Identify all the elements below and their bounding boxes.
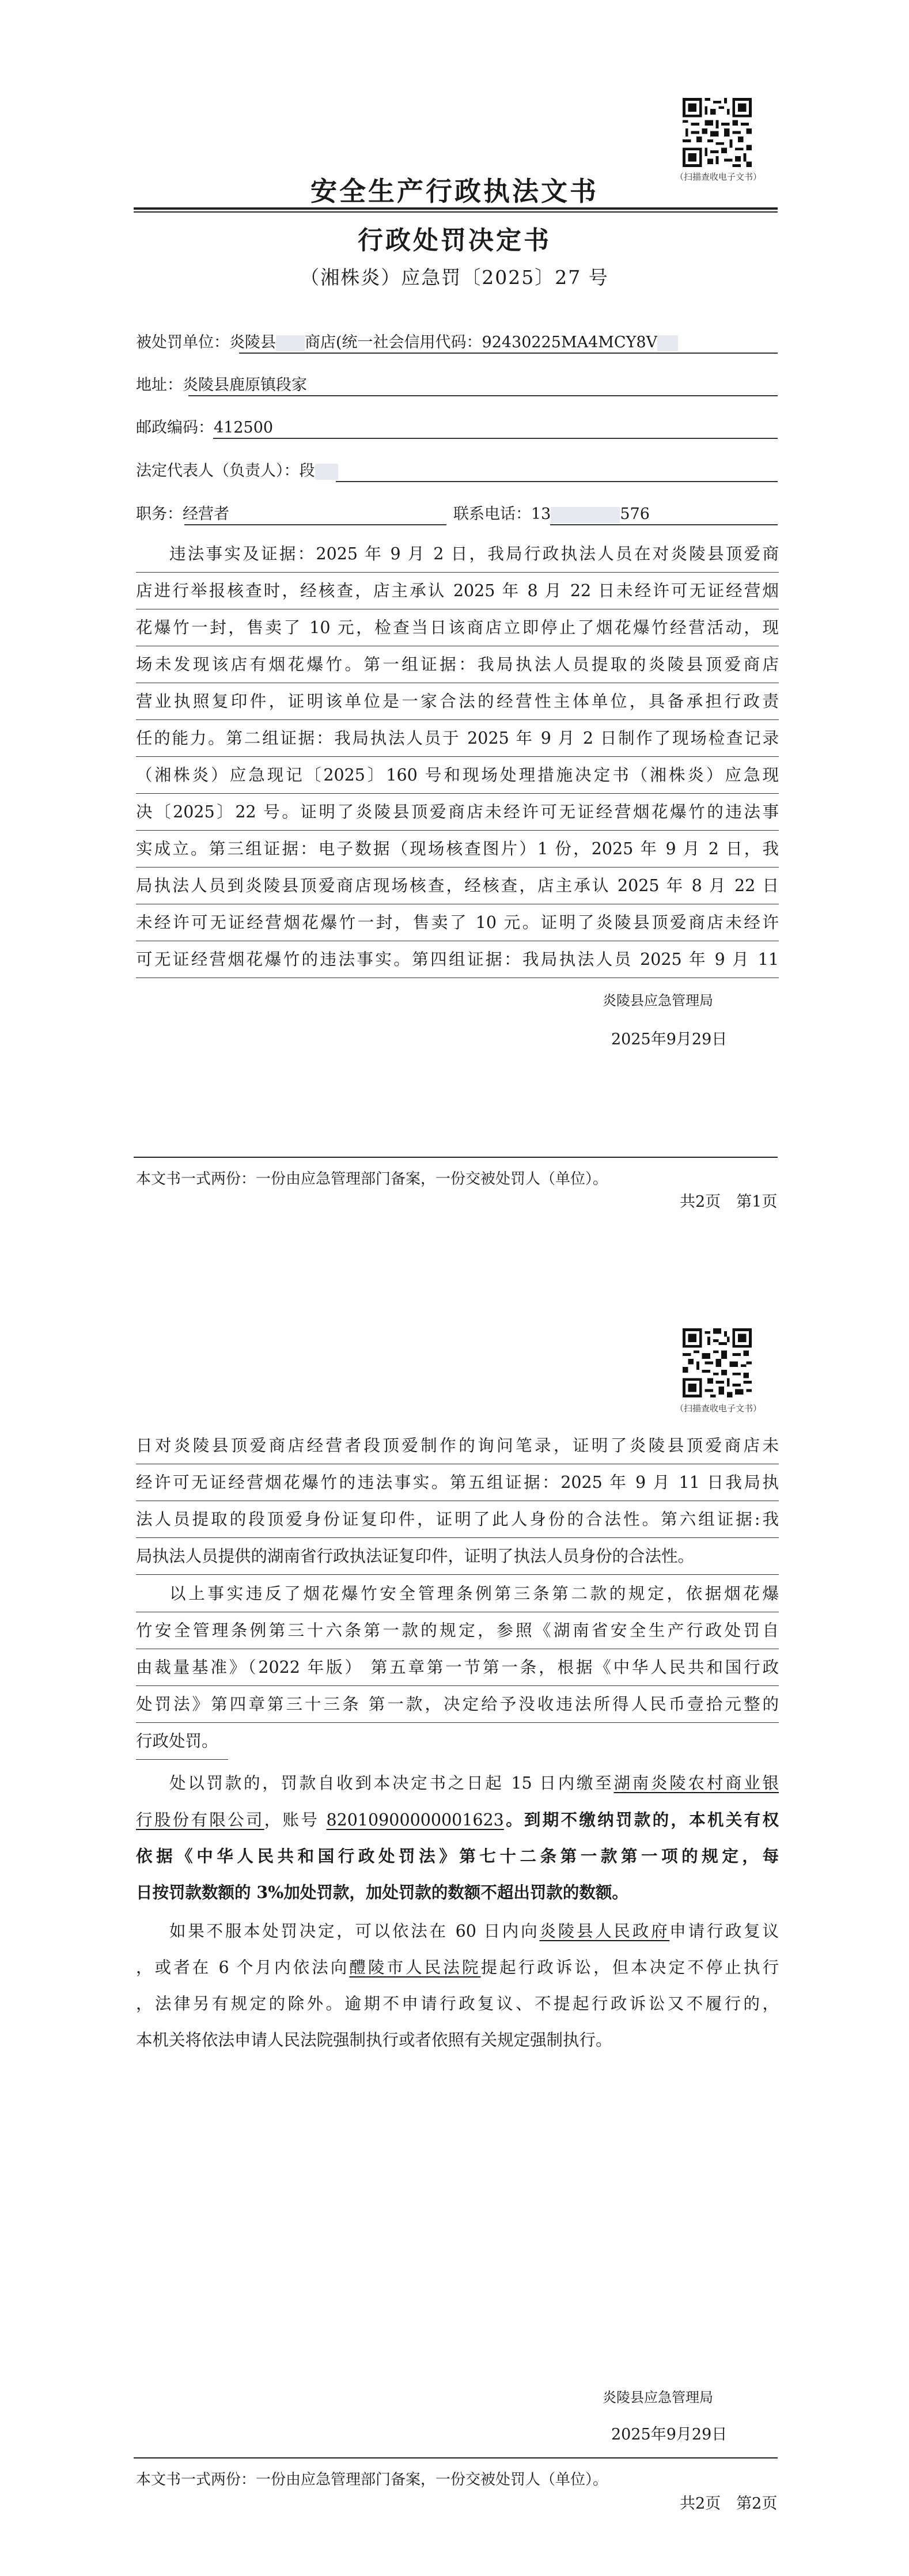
postcode-label: 邮政编码：: [136, 419, 214, 437]
appeal-line-2: [136, 1949, 779, 1986]
address-label: 地址：: [136, 376, 183, 394]
address-value: 炎陵县鹿原镇段家: [183, 376, 307, 394]
postcode-value: 412500: [214, 419, 274, 437]
issuer-name: 炎陵县应急管理局: [603, 992, 713, 1009]
body-line: 日对炎陵县顶爱商店经营者段顶爱制作的询问笔录，证明了炎陵县顶爱商店未: [136, 1427, 779, 1464]
position-row: [136, 501, 650, 523]
evidence-continued-text: [136, 1427, 779, 1575]
body-line: 任的能力。第二组证据：我局执法人员于 2025 年 9 月 2 日制作了现场检查记录: [136, 720, 779, 757]
document-title: 行政处罚决定书: [358, 226, 551, 255]
qr-code-icon[interactable]: [683, 1328, 752, 1397]
body-line: 店进行举报核查时，经核查，店主承认 2025 年 8 月 22 日未经许可无证经营烟: [136, 573, 779, 609]
footer-note: 本文书一式两份：一份由应急管理部门备案，一份交被处罚人（单位）。: [136, 2471, 608, 2488]
body-line: 由裁量基准》（2022 年版） 第五章第一节第一条，根据《中华人民共和国行政: [136, 1649, 779, 1686]
legal-basis-text: [136, 1575, 779, 1760]
body-line: 决〔2025〕22 号。证明了炎陵县顶爱商店未经许可无证经营烟花爆竹的违法事: [136, 794, 779, 831]
punished-unit-value-b: 商店(统一社会信用代码：92430225MA4MCY8V: [305, 334, 658, 351]
punished-unit-value-a: 炎陵县: [229, 334, 276, 351]
legal-rep-label: 法定代表人（负责人）：: [136, 462, 300, 480]
body-line: 可无证经营烟花爆竹的违法事实。第四组证据：我局执法人员 2025 年 9 月 11: [136, 941, 779, 978]
payment-text: [136, 1765, 779, 1910]
redacted-block: [276, 335, 305, 351]
header-title: 安全生产行政执法文书: [310, 176, 599, 207]
appeal-text-span: 提起行政诉讼，但本决定不停止执行: [480, 1958, 779, 1977]
appeal-text-span: 如果不服本处罚决定，可以依法在 60 日内向: [169, 1922, 540, 1941]
field-underline: [184, 524, 446, 525]
bank-name: 湖南炎陵农村商业银: [613, 1774, 779, 1793]
payment-line-4: 日按罚款数额的 3%加处罚款，加处罚款的数额不超出罚款的数额。: [136, 1882, 628, 1902]
body-line: 局执法人员到炎陵县顶爱商店现场核查，经核查，店主承认 2025 年 8 月 22 日: [136, 867, 779, 904]
body-line: 法人员提取的段顶爱身份证复印件，证明了此人身份的合法性。第六组证据:我: [136, 1501, 779, 1538]
redacted-block: [315, 464, 338, 480]
issuer-name: 炎陵县应急管理局: [603, 2389, 713, 2405]
payment-line-3: 依据《中华人民共和国行政处罚法》第七十二条第一款第一项的规定，每: [136, 1846, 779, 1866]
appeal-text-span: 申请行政复议: [669, 1922, 779, 1941]
payment-text-span: ，账号: [264, 1810, 327, 1829]
header-rule-thin: [134, 211, 778, 213]
footer-rule: [134, 1157, 778, 1158]
field-underline: [336, 481, 778, 482]
payment-line-2: [136, 1801, 779, 1838]
phone-value-b: 576: [620, 505, 650, 523]
phone-label: 联系电话：: [453, 505, 531, 523]
position-label: 职务：: [136, 505, 183, 523]
body-line: 违法事实及证据：2025 年 9 月 2 日，我局行政执法人员在对炎陵县顶爱商: [136, 536, 779, 573]
body-line: 处罚法》第四章第三十三条 第一款，决定给予没收违法所得人民币壹拾元整的: [136, 1686, 779, 1723]
page-number: 共2页 第1页: [680, 1193, 778, 1211]
phone-value-a: 13: [531, 505, 551, 523]
violation-facts-text: [136, 536, 779, 978]
body-line: 竹安全管理条例第三十六条第一款的规定，参照《湖南省安全生产行政处罚自: [136, 1612, 779, 1649]
payment-line-1: [136, 1765, 779, 1801]
header-rule: [134, 207, 778, 210]
appeal-text-span: ，或者在 6 个月内依法向: [136, 1958, 350, 1977]
court-name: 醴陵市人民法院: [349, 1958, 481, 1977]
body-line: 未经许可无证经营烟花爆竹一封，售卖了 10 元。证明了炎陵县顶爱商店未经许: [136, 904, 779, 941]
appeal-text: [136, 1913, 779, 2058]
position-value: 经营者: [183, 505, 229, 523]
body-line: 局执法人员提供的湖南省行政执法证复印件，证明了执法人员身份的合法性。: [136, 1538, 779, 1575]
qr-code-icon[interactable]: [683, 98, 752, 167]
legal-rep-value: 段: [299, 462, 315, 480]
body-line: 营业执照复印件，证明该单位是一家合法的经营性主体单位，具备承担行政责: [136, 683, 779, 720]
appeal-line-4: 本机关将依法申请人民法院强制执行或者依照有关规定强制执行。: [136, 2031, 612, 2050]
postcode-row: [136, 415, 273, 437]
field-underline: [550, 524, 778, 525]
bank-name-cont: 行股份有限公司: [136, 1810, 264, 1829]
qr-caption: （扫描查收电子文书）: [675, 172, 762, 182]
footer-note: 本文书一式两份：一份由应急管理部门备案，一份交被处罚人（单位）。: [136, 1170, 608, 1188]
field-underline: [213, 438, 778, 439]
address-row: [136, 372, 307, 394]
field-underline: [188, 395, 778, 396]
field-underline: [239, 353, 778, 354]
body-line: （湘株炎）应急现记〔2025〕160 号和现场处理措施决定书（湘株炎）应急现: [136, 757, 779, 794]
body-line: 经许可无证经营烟花爆竹的违法事实。第五组证据：2025 年 9 月 11 日我局执: [136, 1464, 779, 1501]
body-line: 场未发现该店有烟花爆竹。第一组证据：我局执法人员提取的炎陵县顶爱商店: [136, 646, 779, 683]
payment-text-span: 处以罚款的，罚款自收到本决定书之日起 15 日内缴至: [169, 1774, 614, 1793]
issue-date: 2025年9月29日: [611, 2426, 728, 2444]
issue-date: 2025年9月29日: [611, 1031, 728, 1048]
body-line: 以上事实违反了烟花爆竹安全管理条例第三条第二款的规定，依据烟花爆: [136, 1575, 779, 1612]
body-line: 花爆竹一封，售卖了 10 元，检查当日该商店立即停止了烟花爆竹经营活动，现: [136, 609, 779, 646]
legal-rep-row: [136, 458, 338, 480]
body-line: 行政处罚。: [136, 1723, 228, 1760]
payment-text-span: 。到期不缴纳罚款的，本机关有权: [503, 1810, 779, 1829]
redacted-block: [551, 507, 620, 523]
appeal-line-3: ，法律另有规定的除外。逾期不申请行政复议、不提起行政诉讼又不履行的，: [136, 1994, 779, 2013]
punished-unit-row: [136, 329, 678, 351]
account-number: 82010900000001623: [326, 1810, 504, 1829]
document-number: （湘株炎）应急罚〔2025〕27 号: [300, 266, 609, 289]
document-page-2: [0, 1288, 909, 2576]
qr-caption: （扫描查收电子文书）: [675, 1403, 762, 1414]
review-authority: 炎陵县人民政府: [539, 1922, 670, 1941]
page-number: 共2页 第2页: [680, 2495, 778, 2513]
punished-unit-label: 被处罚单位：: [136, 334, 229, 351]
body-line: 实成立。第三组证据：电子数据（现场核查图片）1 份，2025 年 9 月 2 日，我: [136, 831, 779, 867]
appeal-line-1: [136, 1913, 779, 1949]
redacted-block: [657, 335, 678, 351]
footer-rule: [134, 2457, 778, 2458]
